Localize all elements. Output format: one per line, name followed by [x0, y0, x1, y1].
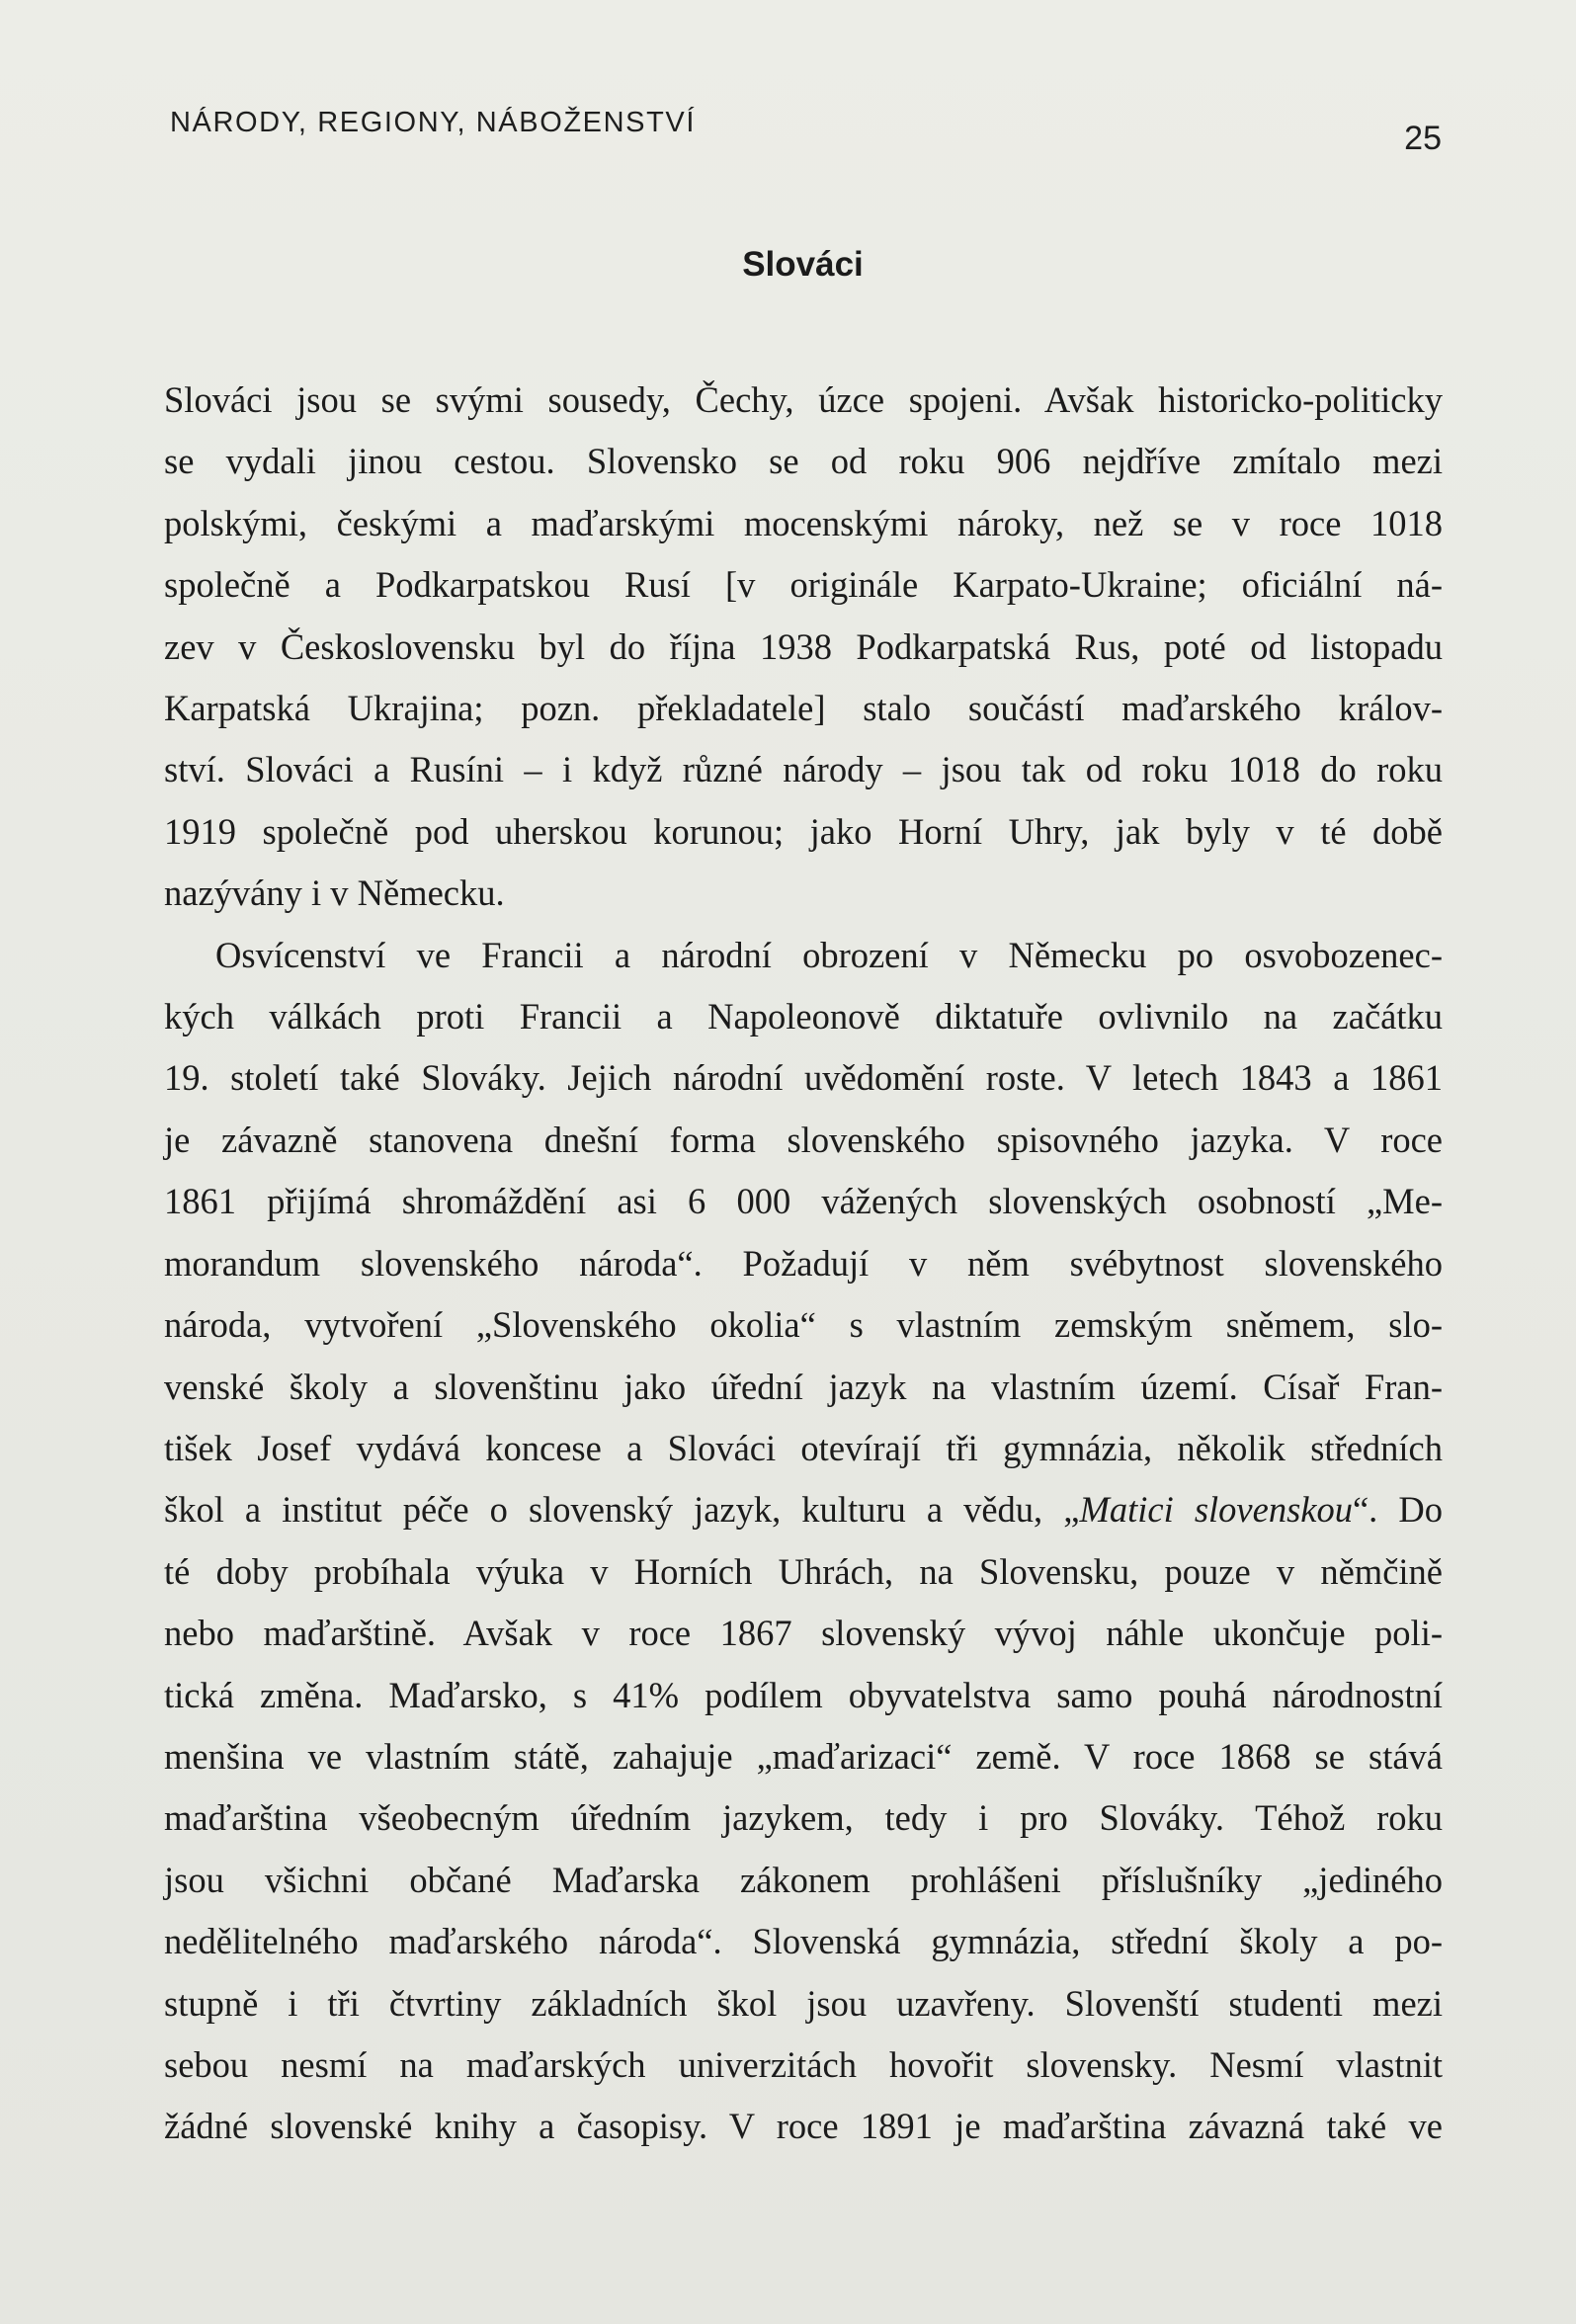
italic-title: Matici slovenskou [1079, 1489, 1353, 1531]
text-line: venské školy a slovenštinu jako úřední jazyk na vlastním území. Císař Fran- [164, 1366, 1443, 1407]
text-line: se vydali jinou cestou. Slovensko se od roku 906 nejdříve zmítalo mezi [164, 441, 1443, 482]
text-line: sebou nesmí na maďarských univerzitách hovořit slovensky. Nesmí vlastnit [164, 2043, 1443, 2085]
text-line: společně a Podkarpatskou Rusí [v originále Karpato-Ukraine; oficiální ná- [164, 564, 1443, 606]
text-run: “. Do [1352, 1489, 1444, 1531]
text-line: tišek Josef vydává koncese a Slováci otevírají tři gymnázia, několik středních [164, 1427, 1443, 1468]
text-line: žádné slovenské knihy a časopisy. V roce 1891 je maďarština závazná také ve [164, 2106, 1443, 2147]
text-line: 19. století také Slováky. Jejich národní uvědomění roste. V letech 1843 a 1861 [164, 1057, 1443, 1099]
text-line: maďarština všeobecným úředním jazykem, tedy i pro Slováky. Téhož roku [164, 1797, 1443, 1839]
text-line: nedělitelného maďarského národa“. Slovenská gymnázia, střední školy a po- [164, 1921, 1443, 1962]
section-title: Slováci [742, 245, 864, 284]
text-line: Slováci jsou se svými sousedy, Čechy, úzce spojeni. Avšak historicko-politicky [164, 379, 1443, 420]
text-line: menšina ve vlastním státě, zahajuje „maďarizaci“ země. V roce 1868 se stává [164, 1735, 1443, 1777]
paragraph-1 [164, 370, 1443, 925]
body-text [164, 370, 1443, 2158]
text-line: 1919 společně pod uherskou korunou; jako Horní Uhry, jak byly v té době [164, 810, 1443, 852]
text-line: jsou všichni občané Maďarska zákonem prohlášeni příslušníky „jediného [164, 1859, 1443, 1900]
paragraph-2 [164, 925, 1443, 2158]
text-line: nebo maďarštině. Avšak v roce 1867 slovenský vývoj náhle ukončuje poli- [164, 1613, 1443, 1654]
text-line: zev v Československu byl do října 1938 Podkarpatská Rus, poté od listopadu [164, 625, 1443, 667]
text-line: tická změna. Maďarsko, s 41% podílem obyvatelstva samo pouhá národnostní [164, 1674, 1443, 1715]
text-line: nazývány i v Německu. [164, 872, 505, 914]
text-run: škol a institut péče o slovenský jazyk, kulturu a vědu, „ [164, 1489, 1080, 1531]
text-line: Karpatská Ukrajina; pozn. překladatele] stalo součástí maďarského králov- [164, 688, 1443, 729]
text-line: polskými, českými a maďarskými mocenskými nároky, než se v roce 1018 [164, 502, 1443, 543]
page-number: 25 [1404, 120, 1442, 157]
text-line: té doby probíhala výuka v Horních Uhrách, na Slovensku, pouze v němčině [164, 1550, 1443, 1592]
text-line-matice [164, 1479, 1443, 1540]
text-line: ství. Slováci a Rusíni – i když různé národy – jsou tak od roku 1018 do roku [164, 749, 1443, 790]
text-line: kých válkách proti Francii a Napoleonově diktatuře ovlivnilo na začátku [164, 996, 1443, 1038]
text-line: národa, vytvoření „Slovenského okolia“ s vlastním zemským sněmem, slo- [164, 1304, 1443, 1346]
text-line: je závazně stanovena dnešní forma slovenského spisovného jazyka. V roce [164, 1119, 1443, 1160]
text-line: Osvícenství ve Francii a národní obrození v Německu po osvobozenec- [215, 934, 1443, 975]
running-header: NÁRODY, REGIONY, NÁBOŽENSTVÍ [170, 107, 697, 138]
text-line: morandum slovenského národa“. Požadují v něm svébytnost slovenského [164, 1242, 1443, 1284]
text-line: stupně i tři čtvrtiny základních škol jsou uzavřeny. Slovenští studenti mezi [164, 1982, 1443, 2024]
text-line: 1861 přijímá shromáždění asi 6 000 vážených slovenských osobností „Me- [164, 1181, 1443, 1222]
